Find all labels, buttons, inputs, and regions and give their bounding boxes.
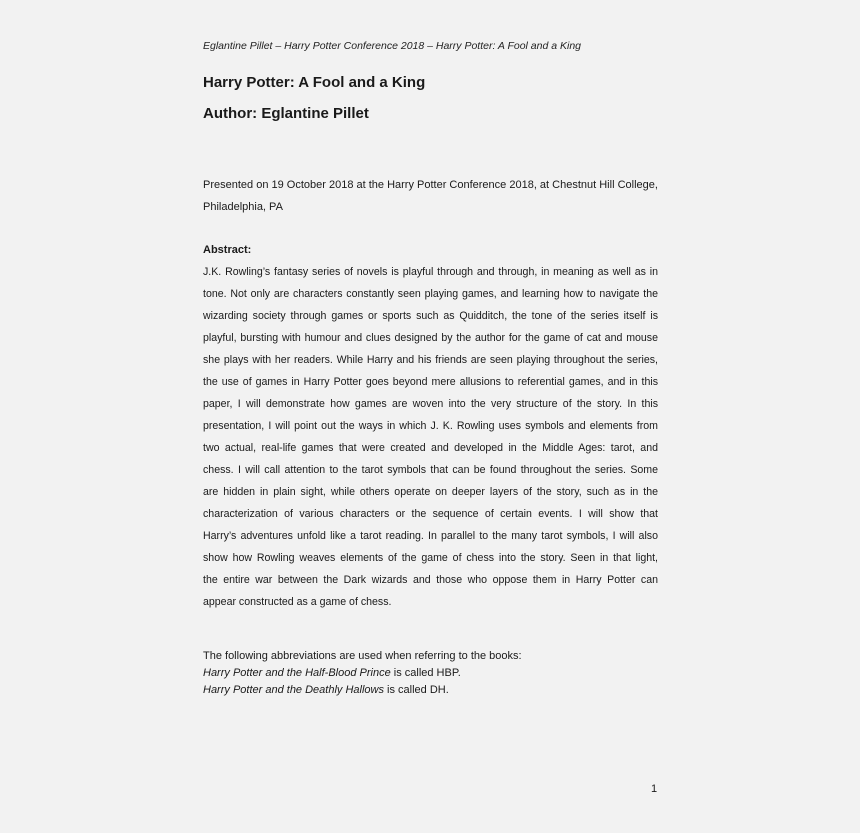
abstract-line: she plays with her readers. While Harry and his friends are seen playing throughout the series, bbox=[203, 354, 658, 366]
abstract-line: appear constructed as a game of chess. bbox=[203, 596, 392, 608]
document-author: Author: Eglantine Pillet bbox=[203, 105, 369, 122]
document-title: Harry Potter: A Fool and a King bbox=[203, 74, 426, 91]
abbreviations-section bbox=[203, 648, 522, 699]
presentation-note: Presented on 19 October 2018 at the Harry Potter Conference 2018, at Chestnut Hill College, Philadelphia, PA bbox=[203, 179, 658, 213]
abstract-line: presentation, I will point out the ways in which J. K. Rowling uses symbols and elements from bbox=[203, 420, 658, 432]
abstract-line: paper, I will demonstrate how games are woven into the very structure of the story. In this bbox=[203, 398, 658, 410]
abbreviation-dh-text: is called DH. bbox=[383, 684, 449, 696]
book-title-hbp: Harry Potter and the Half-Blood Prince bbox=[203, 667, 391, 679]
abstract-body bbox=[203, 261, 658, 613]
abstract-heading: Abstract: bbox=[203, 244, 252, 256]
abstract-line: show how Rowling weaves elements of the game of chess into the story. Seen in that light, bbox=[203, 552, 658, 564]
abstract-line: the use of games in Harry Potter goes beyond mere allusions to referential games, and in this bbox=[203, 376, 658, 388]
abstract-line: two actual, real-life games that were created and developed in the Middle Ages: tarot, and bbox=[203, 442, 658, 454]
abstract-line: are hidden in plain sight, while others operate on deeper layers of the story, such as in the bbox=[203, 486, 658, 498]
abstract-line: playful, bursting with humour and clues designed by the author for the game of cat and mouse bbox=[203, 332, 658, 344]
book-title-dh: Harry Potter and the Deathly Hallows bbox=[203, 684, 384, 696]
page-number: 1 bbox=[651, 783, 658, 795]
abbreviations-intro: The following abbreviations are used when referring to the books: bbox=[203, 650, 522, 662]
running-header: Eglantine Pillet – Harry Potter Conference 2018 – Harry Potter: A Fool and a King bbox=[203, 40, 582, 52]
abstract-line: wizarding society through games or sports such as Quidditch, the tone of the series itself is bbox=[203, 310, 658, 322]
abstract-line: tone. Not only are characters constantly seen playing games, and learning how to navigate the bbox=[203, 288, 658, 300]
abbreviation-dh bbox=[203, 682, 522, 699]
abstract-line: characterization of various characters or the sequence of certain events. I will show that bbox=[203, 508, 658, 520]
abstract-line: the entire war between the Dark wizards and those who oppose them in Harry Potter can bbox=[203, 574, 658, 586]
abbreviation-hbp bbox=[203, 665, 522, 682]
abstract-line: J.K. Rowling’s fantasy series of novels is playful through and through, in meaning as well as in bbox=[203, 266, 658, 278]
abbreviation-hbp-text: is called HBP. bbox=[390, 667, 461, 679]
abstract-line: Harry’s adventures unfold like a tarot reading. In parallel to the many tarot symbols, I will also bbox=[203, 530, 658, 542]
abstract-line: chess. I will call attention to the tarot symbols that can be found throughout the series. Some bbox=[203, 464, 658, 476]
